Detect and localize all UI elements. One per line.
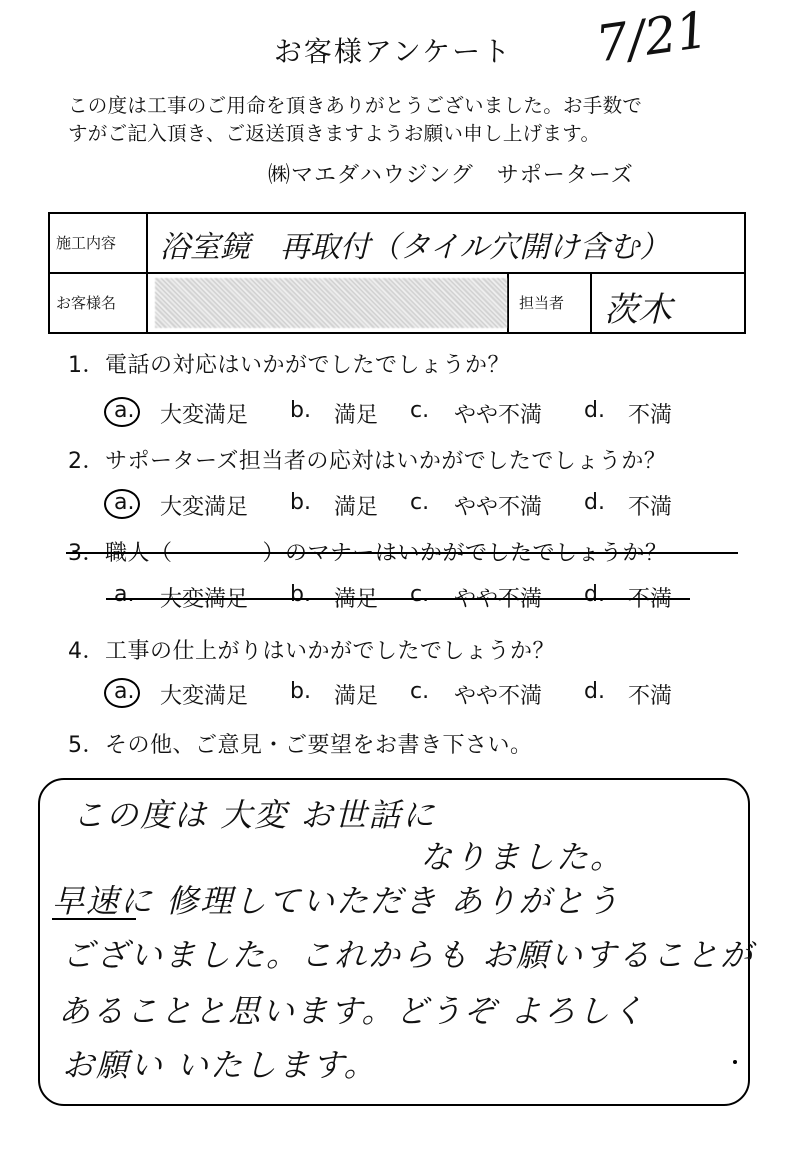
option-b-text: 満足 [334,684,379,709]
option-b-text: 満足 [334,403,379,428]
comment-line-3: 早速に 修理していただき ありがとう [52,882,621,920]
option-c-label: c. [410,398,430,423]
comment-line-5: あることと思います。どうぞ よろしく [58,992,646,1030]
customer-name-label: お客様名 [56,294,117,312]
question-5: 5．その他、ご意見・ご要望をお書き下さい。 [68,733,533,758]
option-a-text: 大変満足 [160,403,249,428]
option-c-label: c. [410,679,430,704]
option-d-label: d. [584,490,605,515]
option-a-label: a. [114,582,135,607]
table-column-divider [590,272,592,334]
option-a-label: a. [114,490,135,515]
option-c-text: やや不満 [454,495,543,520]
option-d-text: 不満 [628,587,673,612]
question-3-strikeout [66,552,738,554]
stray-mark [733,1060,737,1064]
option-c-label: c. [410,490,430,515]
option-d-label: d. [584,398,605,423]
question-3: 3．職人（ ）のマナーはいかがでしたでしょうか？ [68,541,668,566]
option-d-text: 不満 [628,403,673,428]
comment-line-2: なりました。 [420,838,625,876]
option-b-label: b. [290,582,311,607]
staff-value: 茨木 [604,290,672,330]
redacted-customer-name [155,278,507,328]
option-c-text: やや不満 [454,587,543,612]
intro-line-2: すがご記入頂き、ご返送頂きますようお願い申し上げます。 [68,122,601,145]
option-d-text: 不満 [628,495,673,520]
option-b-text: 満足 [334,495,379,520]
option-a-text: 大変満足 [160,684,249,709]
intro-line-1: この度は工事のご用命を頂きありがとうございました。お手数で [68,94,643,117]
option-d-label: d. [584,582,605,607]
table-column-divider [146,212,148,334]
question-2: 2．サポーターズ担当者の応対はいかがでしたでしょうか？ [68,449,667,474]
work-content-label: 施工内容 [56,234,117,252]
option-b-label: b. [290,490,311,515]
work-content-value: 浴室鏡 再取付（タイル穴開け含む） [160,230,670,265]
table-divider [48,272,746,274]
question-4: 4．工事の仕上がりはいかがでしたでしょうか？ [68,639,555,664]
question-1: 1．電話の対応はいかがでしたでしょうか？ [68,353,510,378]
comment-line-1: この度は 大変 お世話に [72,796,437,834]
option-b-text: 満足 [334,587,379,612]
option-a-text: 大変満足 [160,587,249,612]
company-name: ㈱マエダハウジング サポーターズ [268,163,634,188]
option-d-label: d. [584,679,605,704]
option-a-label: a. [114,398,135,423]
option-a-text: 大変満足 [160,495,249,520]
option-b-label: b. [290,398,311,423]
handwritten-date: 7/21 [592,0,712,74]
page-title: お客様アンケート [273,35,513,68]
comment-line-4: ございました。これからも お願いすることが [62,936,755,974]
options-3-strikeout [106,598,690,600]
staff-label: 担当者 [519,294,565,312]
option-c-text: やや不満 [454,684,543,709]
table-column-divider [507,272,509,334]
option-a-label: a. [114,679,135,704]
option-b-label: b. [290,679,311,704]
comment-line-6: お願い いたします。 [62,1046,378,1084]
option-d-text: 不満 [628,684,673,709]
option-c-text: やや不満 [454,403,543,428]
comment-underline [52,918,136,920]
option-c-label: c. [410,582,430,607]
